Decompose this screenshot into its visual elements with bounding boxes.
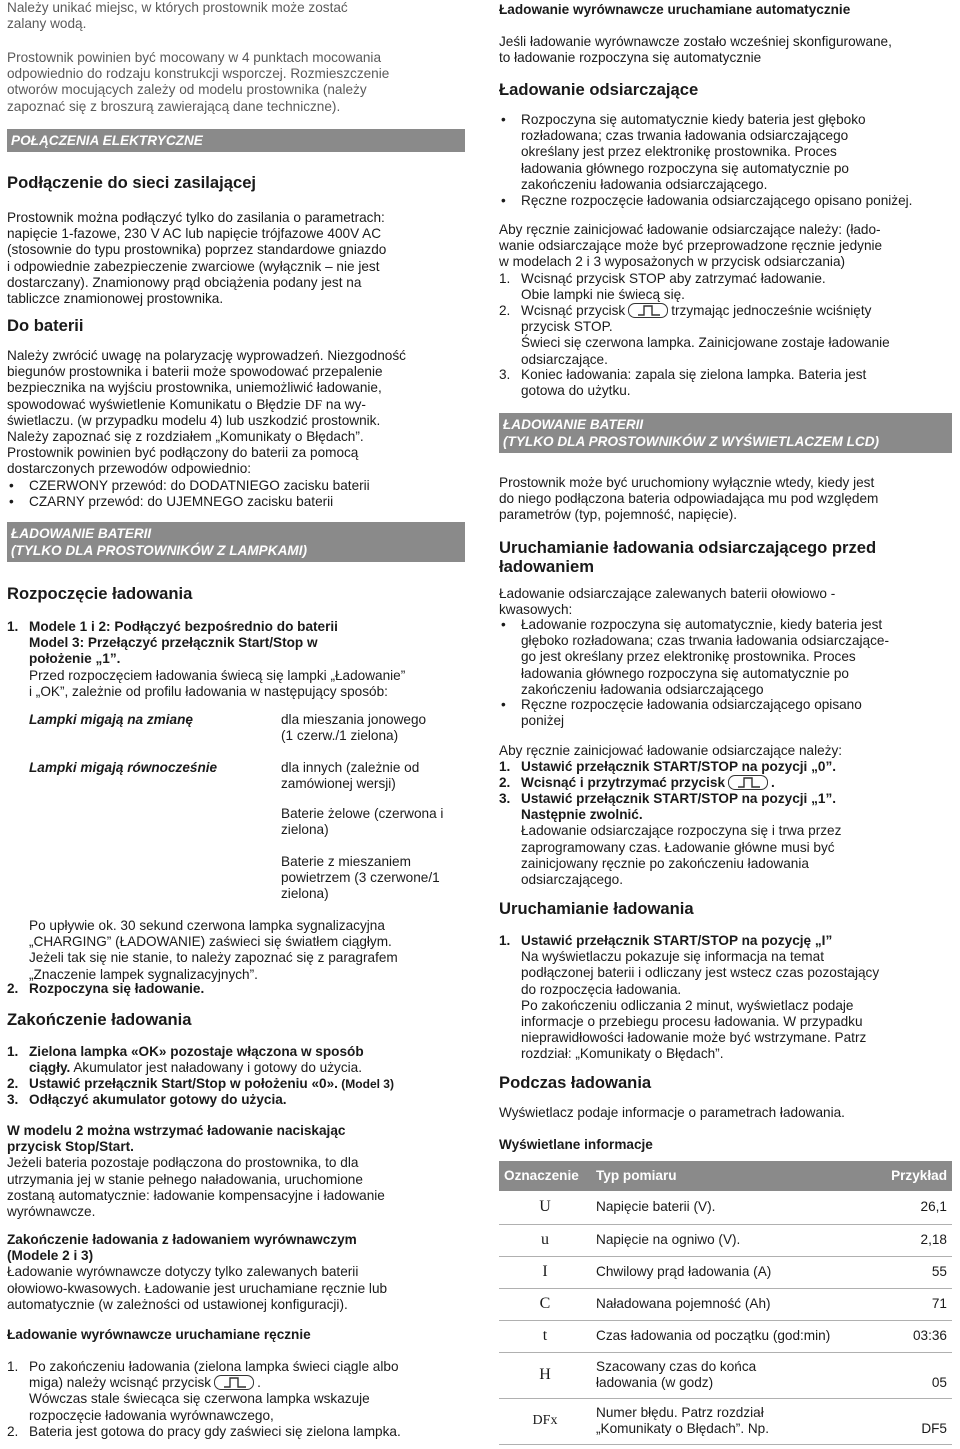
after-30s-text: Po upływie ok. 30 sekund czerwona lampka sygnalizacyjna „CHARGING” (ŁADOWANIE) zaświeci się światłem ciągłym. Jeżeli tak się nie stanie, to należy zapoznać się z paragrafem „Znaczenie lampek sygnalizacyjnych”.	[29, 918, 398, 982]
table-row: I Chwilowy prąd ładowania (A) 55	[499, 1256, 952, 1288]
desulf-bullet-1: • Rozpoczyna się automatycznie kiedy bateria jest głęboko rozładowana; czas trwania ładowania odsiarczającego określany jest przez elektronikę prostownika. Proces ładowania głównego rozpoczyna się automatycznie po zakończeniu ładowania odsiarczającego.	[501, 112, 866, 192]
eq-manual-step-2: 2. Bateria jest gotowa do pracy gdy zaświeci się zielona lampka.	[7, 1424, 401, 1439]
intro-text: Należy unikać miejsc, w których prostownik może zostać zalany wodą.	[7, 0, 348, 32]
display-info-table	[499, 1161, 952, 1445]
error-code-df: DF	[304, 396, 323, 412]
equalizing-auto-text: Jeśli ładowanie wyrównawcze zostało wcześniej skonfigurowane, to ładowanie rozpoczyna się automatycznie	[499, 34, 892, 66]
end-step-3: 3. Odłączyć akumulator gotowy do użycia.	[7, 1092, 287, 1107]
lcd-desulf-text: Ładowanie odsiarczające zalewanych baterii ołowiowo - kwasowych:	[499, 586, 836, 618]
heading-displayed-info: Wyświetlane informacje	[499, 1137, 653, 1152]
desulf-step-1: 1. Wcisnąć przycisk STOP aby zatrzymać ładowanie. Obie lampki nie świecą się.	[499, 271, 826, 303]
table-header-row	[499, 1161, 952, 1191]
battery-text: Należy zwrócić uwagę na polaryzację wyprowadzeń. Niezgodność biegunów prostownika i baterii może spowodować przepalenie bezpiecznika na wyjściu prostownika, uniemożliwić ładowanie, spowodować wyświetlenie Komunikatu o Błędzie DF na wy- świetlaczu. (w przypadku modelu 4) lub uszkodzić prostownik. Należy zapoznać się z rozdziałem „Komunikaty o Błędach”. Prostownik powinien być podłączony do baterii za pomocą dostarczonych przewodów odpowiednio:	[7, 348, 406, 477]
table-header-symbol: Oznaczenie	[499, 1161, 591, 1191]
during-text: Wyświetlacz podaje informacje o parametrach ładowania.	[499, 1105, 845, 1120]
heading-run-charging: Uruchamianie ładowania	[499, 899, 694, 918]
mounting-text: Prostownik powinien być mocowany w 4 punktach mocowania odpowiednio do rodzaju konstrukcji wsporczej. Rozmieszczenie otworów mocujących zależy od modelu prostownika (należy zapoznać się z broszurą zawierającą dane techniczne).	[7, 50, 390, 114]
desulf-step-3: 3. Koniec ładowania: zapala się zielona lampka. Bateria jest gotowa do użytku.	[499, 367, 867, 399]
desulf-bullet-2: • Ręczne rozpoczęcie ładowania odsiarczającego opisano poniżej.	[501, 193, 913, 208]
section-bar-electrical: POŁĄCZENIA ELEKTRYCZNE	[7, 129, 465, 152]
bullet-red-cable: • CZERWONY przewód: do DODATNIEGO zacisku baterii	[9, 478, 370, 493]
heading-start-charging: Rozpoczęcie ładowania	[7, 584, 193, 603]
section-bar-lcd-charging: ŁADOWANIE BATERII (TYLKO DLA PROSTOWNIKÓW Z WYŚWIETLACZEM LCD)	[499, 413, 952, 453]
end-step-1: 1. Zielona lampka «OK» pozostaje włączona w sposób ciągły. Akumulator jest naładowany i gotowy do użycia.	[7, 1044, 364, 1076]
heading-mains: Podłączenie do sieci zasilającej	[7, 173, 257, 192]
heading-equalizing-manual: Ładowanie wyrównawcze uruchamiane ręcznie	[7, 1327, 311, 1342]
table-header-measurement: Typ pomiaru	[591, 1161, 872, 1191]
run-step-1: 1. Ustawić przełącznik START/STOP na pozycję „I” Na wyświetlaczu pokazuje się informacja na temat podłączonej baterii i odliczany jest wstecz czas pozostający do rozpoczęcia ładowania. Po zakończeniu odliczania 2 minut, wyświetlacz podaje informacje o przebiegu procesu ładowania. W przypadku nieprawidłowości ładowanie może być wstrzymane. Patrz rozdział: „Komunikaty o Błędach”.	[499, 933, 880, 1062]
lcd-desulf-manual-text: Aby ręcznie zainicjować ładowanie odsiarczające należy:	[499, 743, 843, 758]
table-row: t Czas ładowania od początku (god:min) 03:36	[499, 1320, 952, 1352]
end-step-2: 2. Ustawić przełącznik Start/Stop w położeniu «0». (Model 3)	[7, 1076, 394, 1091]
mains-text: Prostownik można podłączyć tylko do zasilania o parametrach: napięcie 1-fazowe, 230 V AC lub napięcie trójfazowe 400V AC (stosownie do typu prostownika) poprzez standardowe gniazdo i odpowiednie zabezpieczenie zwarciowe (wyłącznik – nie jest dostarczany). Znamionowy prąd obciążenia podany jest na tabliczce znamionowej prostownika.	[7, 210, 387, 307]
lcd-desulf-step-3: 3. Ustawić przełącznik START/STOP na pozycji „1”. Następnie zwolnić. Ładowanie odsiarczające rozpoczyna się i trwa przez zaprogramowany czas. Ładowanie główne musi być zainicjowany ręcznie po zakończeniu ładowania odsiarczającego.	[499, 791, 842, 888]
lamp-air-mix-batteries: Baterie z mieszaniem powietrzem (3 czerwone/1 zielona)	[281, 854, 440, 902]
start-step-1: 1. Modele 1 i 2: Podłączyć bezpośrednio do baterii Model 3: Przełączyć przełącznik Start/Stop w położenie „1”. Przed rozpoczęciem ładowania świecą się lampki „Ładowanie” i „OK”, zależnie od profilu ładowania w następujący sposób:	[7, 619, 406, 699]
lcd-intro-text: Prostownik może być uruchomiony wyłącznie wtedy, kiedy jest do niego podłączona bateria odpowiadająca mu pod względem parametrów (typ, pojemność, napięcie).	[499, 475, 879, 523]
heading-battery: Do baterii	[7, 316, 84, 335]
lcd-desulf-bullet-2: • Ręczne rozpoczęcie ładowania odsiarczającego opisano poniżej	[501, 697, 862, 729]
table-row: U Napięcie baterii (V). 26,1	[499, 1191, 952, 1224]
eq-manual-step-1: 1. Po zakończeniu ładowania (zielona lampka świeci ciągle albo miga) należy wcisnąć przycisk . Wówczas stale świecąca się czerwona lampka wskazuje rozpoczęcie ładowania wyrównawczego,	[7, 1359, 399, 1423]
heading-end-charging: Zakończenie ładowania	[7, 1010, 192, 1029]
lamp-row-alternating: Lampki migają na zmianę dla mieszania jonowego (1 czerw./1 zielona)	[29, 712, 427, 744]
table-row: H Szacowany czas do końca ładowania (w godz) 05	[499, 1352, 952, 1398]
start-step-2: 2. Rozpoczyna się ładowanie.	[7, 981, 205, 996]
heading-desulfation: Ładowanie odsiarczające	[499, 80, 699, 99]
heading-lcd-desulf: Uruchamianie ładowania odsiarczającego przed ładowaniem	[499, 538, 877, 576]
lamp-gel-batteries: Baterie żelowe (czerwona i zielona)	[281, 806, 444, 838]
pulse-button-icon	[728, 775, 768, 790]
lamp-row-simultaneous: Lampki migają równocześnie dla innych (zależnie od zamówionej wersji)	[29, 760, 420, 792]
lcd-desulf-bullet-1: • Ładowanie rozpoczyna się automatycznie, kiedy bateria jest głęboko rozładowana; czas trwania ładowania odsiarczające- go jest określany przez elektronikę prostownika. Proces ładowania głównego rozpoczyna się automatycznie po zakończeniu ładowania odsiarczającego	[501, 617, 889, 697]
desulf-step-2: 2. Wcisnąć przycisk trzymając jednocześnie wciśnięty przycisk STOP. Świeci się czerwona lampka. Zainicjowane zostaje ładowanie odsiarczające.	[499, 303, 890, 367]
table-header-example: Przykład	[872, 1161, 952, 1191]
pulse-button-icon	[628, 303, 668, 318]
desulf-manual-text: Aby ręcznie zainicjować ładowanie odsiarczające należy: (łado- wanie odsiarczające może być przeprowadzone ręcznie jedynie w modelach 2 i 3 wyposażonych w przycisk odsiarczania)	[499, 222, 883, 270]
section-bar-lamp-charging: ŁADOWANIE BATERII (TYLKO DLA PROSTOWNIKÓW Z LAMPKAMI)	[7, 522, 465, 562]
model2-text: W modelu 2 można wstrzymać ładowanie naciskając przycisk Stop/Start. Jeżeli bateria pozostaje podłączona do prostownika, to dla utrzymania jej w stanie pełnego naładowania, uruchomione zostaną automatycznie: ładowanie kompensacyjne i ładowanie wyrównawcze.	[7, 1123, 385, 1220]
bullet-black-cable: • CZARNY przewód: do UJEMNEGO zacisku baterii	[9, 494, 334, 509]
table-row: C Naładowana pojemność (Ah) 71	[499, 1288, 952, 1320]
pulse-button-icon	[214, 1375, 254, 1390]
table-row: u Napięcie na ogniwo (V). 2,18	[499, 1224, 952, 1256]
lcd-desulf-step-2: 2. Wcisnąć i przytrzymać przycisk .	[499, 775, 775, 790]
heading-equalizing-auto: Ładowanie wyrównawcze uruchamiane automatycznie	[499, 2, 851, 17]
lcd-desulf-step-1: 1. Ustawić przełącznik START/STOP na pozycji „0”.	[499, 759, 837, 774]
heading-during-charging: Podczas ładowania	[499, 1073, 652, 1092]
equalizing-end-text: Zakończenie ładowania z ładowaniem wyrównawczym (Modele 2 i 3) Ładowanie wyrównawcze dotyczy tylko zalewanych baterii ołowiowo-kwasowych. Ładowanie jest uruchamiane ręcznie lub automatycznie (w zależności od ustawionej konfiguracji).	[7, 1232, 388, 1312]
table-row: DFx Numer błędu. Patrz rozdział „Komunikaty o Błędach”. Np. DF5	[499, 1398, 952, 1444]
